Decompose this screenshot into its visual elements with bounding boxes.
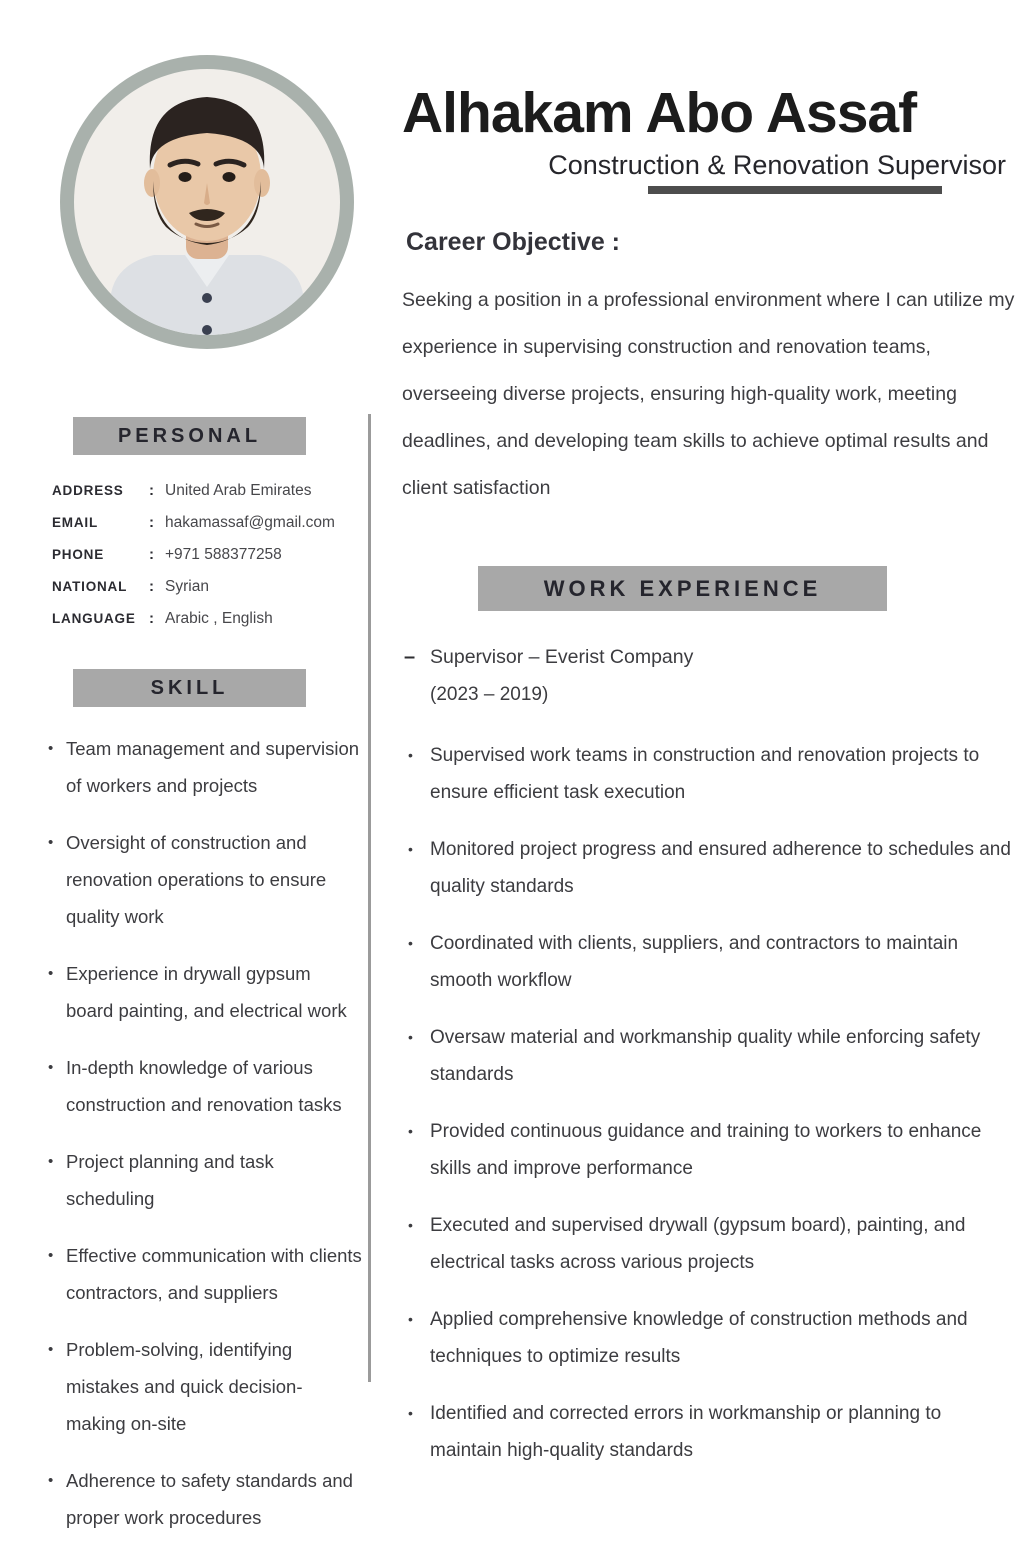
field-address [52,482,362,500]
field-colon: : [149,482,154,499]
field-colon: : [149,578,154,595]
skill-section-header [73,669,306,707]
skill-list [40,730,362,1536]
skill-item: • Experience in drywall gypsum board painting, and electrical work [48,955,362,1029]
field-value: Arabic , English [165,610,273,627]
skill-item: • Team management and supervision of workers and projects [48,730,362,804]
field-colon: : [149,514,154,531]
job-dates: (2023 – 2019) [430,683,549,705]
field-label: PHONE [52,547,105,562]
field-label: LANGUAGE [52,611,136,626]
dash-marker-icon: – [404,645,416,668]
skill-item: • In-depth knowledge of various construction and renovation tasks [48,1049,362,1123]
profile-photo [58,53,356,351]
experience-item: • Identified and corrected errors in workmanship or planning to maintain high-quality standards [402,1395,1017,1470]
personal-section-header [73,417,306,455]
experience-item: • Coordinated with clients, suppliers, and contractors to maintain smooth workflow [402,925,1017,1000]
person-portrait-icon [58,53,356,351]
column-divider [368,414,371,1382]
field-label: EMAIL [52,515,98,530]
experience-item: • Supervised work teams in construction and renovation projects to ensure efficient task execution [402,737,1017,812]
field-phone [52,546,362,564]
field-colon: : [149,546,154,563]
field-label: NATIONAL [52,579,128,594]
career-objective-heading: Career Objective : [406,227,620,256]
field-email [52,514,362,532]
career-objective-text: Seeking a position in a professional environment where I can utilize my experience in supervising construction and renovation teams, overseeing diverse projects, ensuring high-quality work, meeting deadlines, and developing team skills to achieve optimal results and client satisfaction [402,288,1015,499]
experience-item: • Monitored project progress and ensured adherence to schedules and quality standards [402,831,1017,906]
skill-item: • Project planning and task scheduling [48,1143,362,1217]
experience-item: • Applied comprehensive knowledge of construction methods and techniques to optimize results [402,1301,1017,1376]
title-underline [648,186,942,194]
field-label: ADDRESS [52,483,124,498]
experience-item: • Provided continuous guidance and training to workers to enhance skills and improve performance [402,1113,1017,1188]
job-name: Supervisor – Everist Company [430,645,694,668]
field-value: United Arab Emirates [165,482,312,499]
personal-heading: PERSONAL [117,425,262,447]
experience-list [402,737,1024,1470]
job-head [404,638,1024,676]
field-value: Syrian [165,578,209,595]
skill-heading: SKILL [150,677,229,699]
skill-item: • Effective communication with clients contractors, and suppliers [48,1237,362,1311]
personal-fields [52,482,362,628]
experience-item: • Oversaw material and workmanship quality while enforcing safety standards [402,1019,1017,1094]
skill-item: • Adherence to safety standards and proper work procedures [48,1462,362,1536]
field-colon: : [149,610,154,627]
work-experience-heading: WORK EXPERIENCE [543,575,822,601]
job-entry [404,638,1024,714]
sidebar [40,410,362,1556]
field-language [52,610,362,628]
skill-item: • Oversight of construction and renovation operations to ensure quality work [48,824,362,935]
person-name: Alhakam Abo Assaf [402,81,917,145]
person-job-title: Construction & Renovation Supervisor [548,149,1006,180]
field-value: +971 588377258 [165,546,282,563]
field-value: hakamassaf@gmail.com [165,514,335,531]
work-experience-section-header [478,566,887,611]
main-content [402,0,1024,1489]
field-national [52,578,362,596]
experience-item: • Executed and supervised drywall (gypsum board), painting, and electrical tasks across various projects [402,1207,1017,1282]
skill-item: • Problem-solving, identifying mistakes and quick decision-making on-site [48,1331,362,1442]
